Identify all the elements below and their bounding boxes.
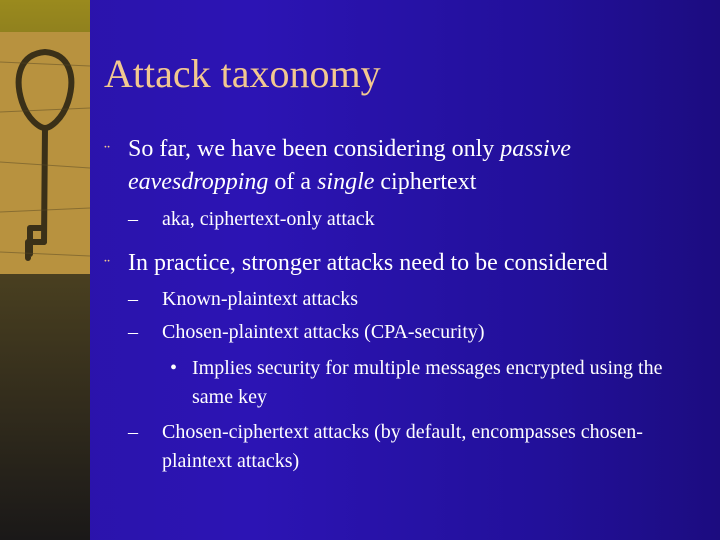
bullet-text bbox=[104, 133, 704, 199]
bullet-passive-eavesdropping bbox=[104, 133, 704, 199]
bullet-text: aka, ciphertext-only attack bbox=[162, 208, 375, 230]
dash-marker: – bbox=[128, 288, 138, 310]
italic-term: single bbox=[317, 169, 375, 195]
dash-marker: – bbox=[128, 321, 138, 343]
text-segment: So far, we have been considering only bbox=[128, 136, 501, 162]
bullet-text: Known-plaintext attacks bbox=[162, 288, 359, 310]
text-segment: of a bbox=[268, 169, 318, 195]
subbullet-chosen-plaintext bbox=[128, 318, 688, 347]
subsubbullet-multiple-messages bbox=[170, 354, 690, 412]
text-segment: ciphertext bbox=[374, 169, 477, 195]
subbullet-chosen-ciphertext bbox=[128, 418, 688, 476]
subbullet-known-plaintext bbox=[128, 285, 688, 314]
bullet-stronger-attacks bbox=[104, 247, 704, 280]
dot-marker: • bbox=[170, 357, 178, 379]
bullet-marker: ¨ bbox=[104, 255, 110, 275]
dash-marker: – bbox=[128, 208, 138, 230]
subbullet-ciphertext-only bbox=[128, 205, 688, 234]
slide-title: Attack taxonomy bbox=[104, 51, 381, 96]
bullet-text: Chosen-plaintext attacks (CPA-security) bbox=[162, 321, 485, 343]
key-icon bbox=[0, 32, 90, 274]
bullet-text: In practice, stronger attacks need to be considered bbox=[128, 250, 608, 276]
bullet-text: Implies security for multiple messages encrypted using the same key bbox=[192, 357, 663, 408]
dash-marker: – bbox=[128, 421, 138, 443]
italic-term: passive eavesdropping bbox=[128, 136, 571, 195]
bullet-text: Chosen-ciphertext attacks (by default, encompasses chosen-plaintext attacks) bbox=[162, 421, 643, 472]
bullet-marker: ¨ bbox=[104, 141, 110, 161]
